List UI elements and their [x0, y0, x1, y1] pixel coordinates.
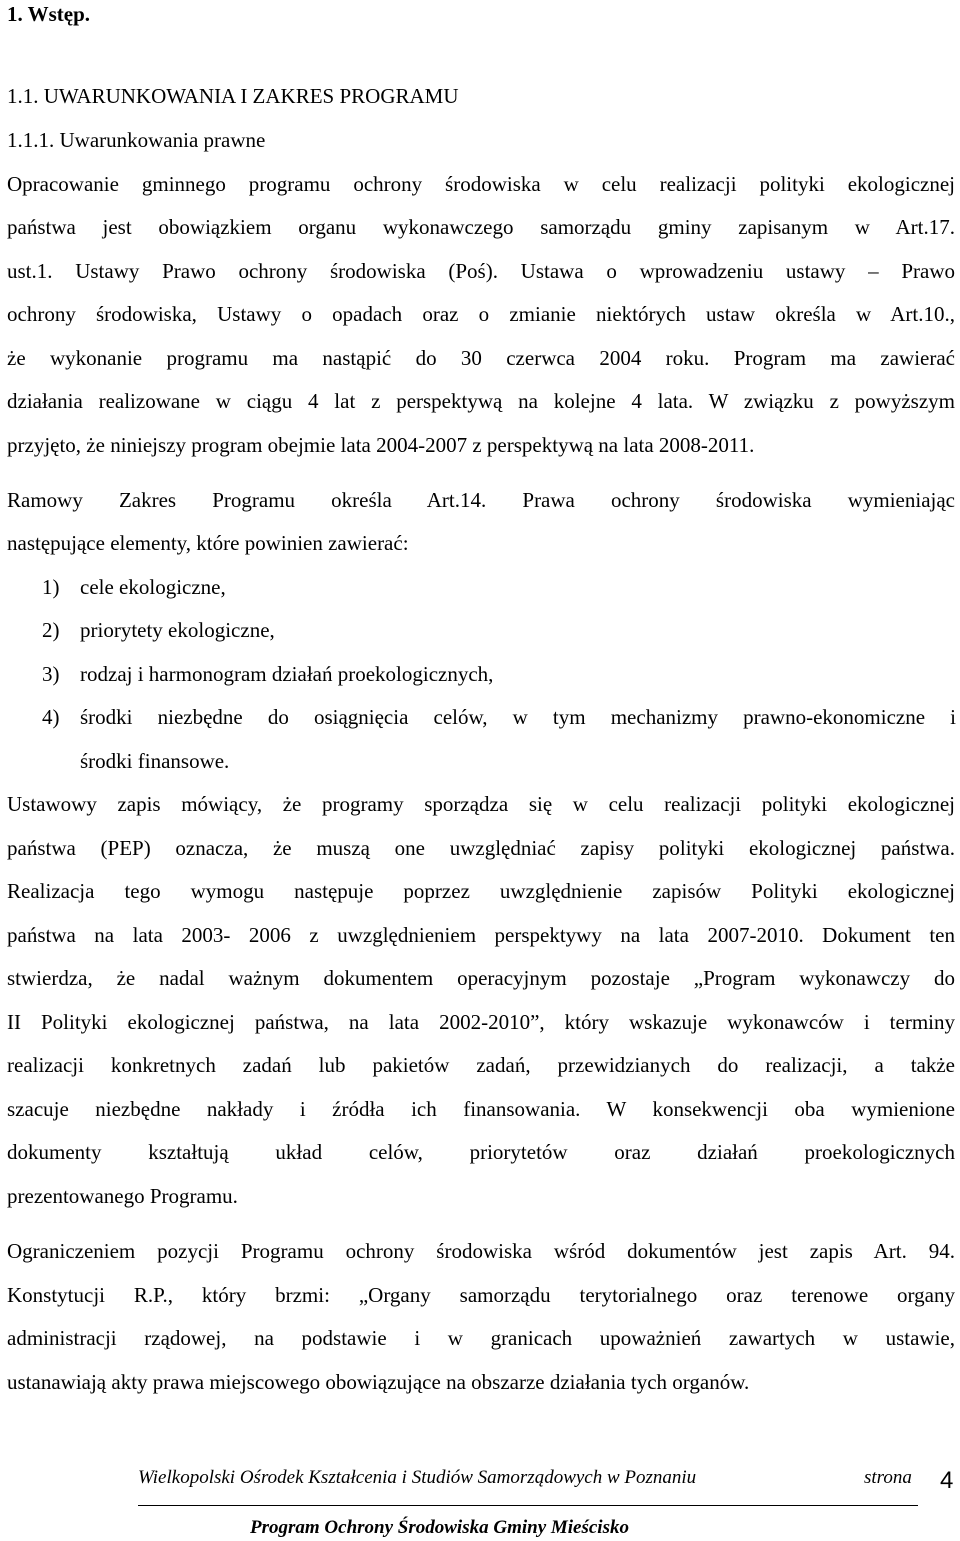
- paragraph-line: państwa (PEP) oznacza, że muszą one uwzględniać zapisy polityki ekologicznej państwa.: [7, 836, 955, 860]
- paragraph-line: następujące elementy, które powinien zawierać:: [7, 531, 409, 555]
- paragraph-line: II Polityki ekologicznej państwa, na lata 2002-2010”, który wskazuje wykonawców i terminy: [7, 1010, 955, 1034]
- footer-page-label: strona: [864, 1467, 912, 1488]
- list-item-continuation: środki finansowe.: [80, 749, 230, 773]
- list-item: [42, 705, 956, 729]
- subsection-heading: 1.1. UWARUNKOWANIA I ZAKRES PROGRAMU: [7, 84, 459, 108]
- paragraph-line: Realizacja tego wymogu następuje poprzez uwzględnienie zapisów Polityki ekologicznej: [7, 879, 955, 903]
- paragraph-line: ust.1. Ustawy Prawo ochrony środowiska (Poś). Ustawa o wprowadzeniu ustawy – Prawo: [7, 259, 955, 283]
- list-item-number: 4): [42, 705, 60, 729]
- paragraph-line: Ustawowy zapis mówiący, że programy sporządza się w celu realizacji polityki ekologicznej: [7, 792, 955, 816]
- list-item: [42, 575, 956, 599]
- paragraph-line: Opracowanie gminnego programu ochrony środowiska w celu realizacji polityki ekologicznej: [7, 172, 955, 196]
- paragraph-line: szacuje niezbędne nakłady i źródła ich finansowania. W konsekwencji oba wymienione: [7, 1097, 955, 1121]
- paragraph-line: ochrony środowiska, Ustawy o opadach oraz o zmianie niektórych ustaw określa w Art.10.,: [7, 302, 955, 326]
- footer-page-number: 4: [940, 1467, 954, 1494]
- list-item: [42, 618, 956, 642]
- section-heading: 1. Wstęp.: [7, 2, 91, 26]
- paragraph-line: przyjęto, że niniejszy program obejmie lata 2004-2007 z perspektywą na lata 2008-2011.: [7, 433, 755, 457]
- list-item-text: cele ekologiczne,: [80, 575, 226, 599]
- footer-divider: [138, 1505, 918, 1506]
- paragraph-line: prezentowanego Programu.: [7, 1184, 238, 1208]
- paragraph-line: ustanawiają akty prawa miejscowego obowiązujące na obszarze działania tych organów.: [7, 1370, 750, 1394]
- paragraph-line: działania realizowane w ciągu 4 lat z perspektywą na kolejne 4 lata. W związku z powyższym: [7, 389, 955, 413]
- list-item-number: 1): [42, 575, 60, 599]
- paragraph-line: że wykonanie programu ma nastąpić do 30 czerwca 2004 roku. Program ma zawierać: [7, 346, 955, 370]
- subsubsection-heading: 1.1.1. Uwarunkowania prawne: [7, 128, 266, 152]
- paragraph-line: Konstytucji R.P., który brzmi: „Organy samorządu terytorialnego oraz terenowe organy: [7, 1283, 955, 1307]
- list-item-text: środki niezbędne do osiągnięcia celów, w tym mechanizmy prawno-ekonomiczne i: [80, 705, 956, 729]
- paragraph-line: państwa jest obowiązkiem organu wykonawczego samorządu gminy zapisanym w Art.17.: [7, 215, 955, 239]
- list-item-number: 2): [42, 618, 60, 642]
- paragraph-line: stwierdza, że nadal ważnym dokumentem operacyjnym pozostaje „Program wykonawczy do: [7, 966, 955, 990]
- paragraph-line: Ramowy Zakres Programu określa Art.14. Prawa ochrony środowiska wymieniając: [7, 488, 955, 512]
- paragraph-line: dokumenty kształtują układ celów, priorytetów oraz działań proekologicznych: [7, 1140, 955, 1164]
- paragraph-line: państwa na lata 2003- 2006 z uwzględnieniem perspektywy na lata 2007-2010. Dokument ten: [7, 923, 955, 947]
- list-item-number: 3): [42, 662, 60, 686]
- paragraph-line: administracji rządowej, na podstawie i w granicach upoważnień zawartych w ustawie,: [7, 1326, 955, 1350]
- paragraph-line: Ograniczeniem pozycji Programu ochrony środowiska wśród dokumentów jest zapis Art. 94.: [7, 1239, 955, 1263]
- list-item-text: rodzaj i harmonogram działań proekologicznych,: [80, 662, 494, 686]
- paragraph-line: realizacji konkretnych zadań lub pakietów zadań, przewidzianych do realizacji, a także: [7, 1053, 955, 1077]
- footer-institution: Wielkopolski Ośrodek Kształcenia i Studiów Samorządowych w Poznaniu: [138, 1467, 697, 1488]
- footer-program-title: Program Ochrony Środowiska Gminy Mieścisko: [250, 1517, 629, 1538]
- list-item: [42, 662, 956, 686]
- list-item-text: priorytety ekologiczne,: [80, 618, 275, 642]
